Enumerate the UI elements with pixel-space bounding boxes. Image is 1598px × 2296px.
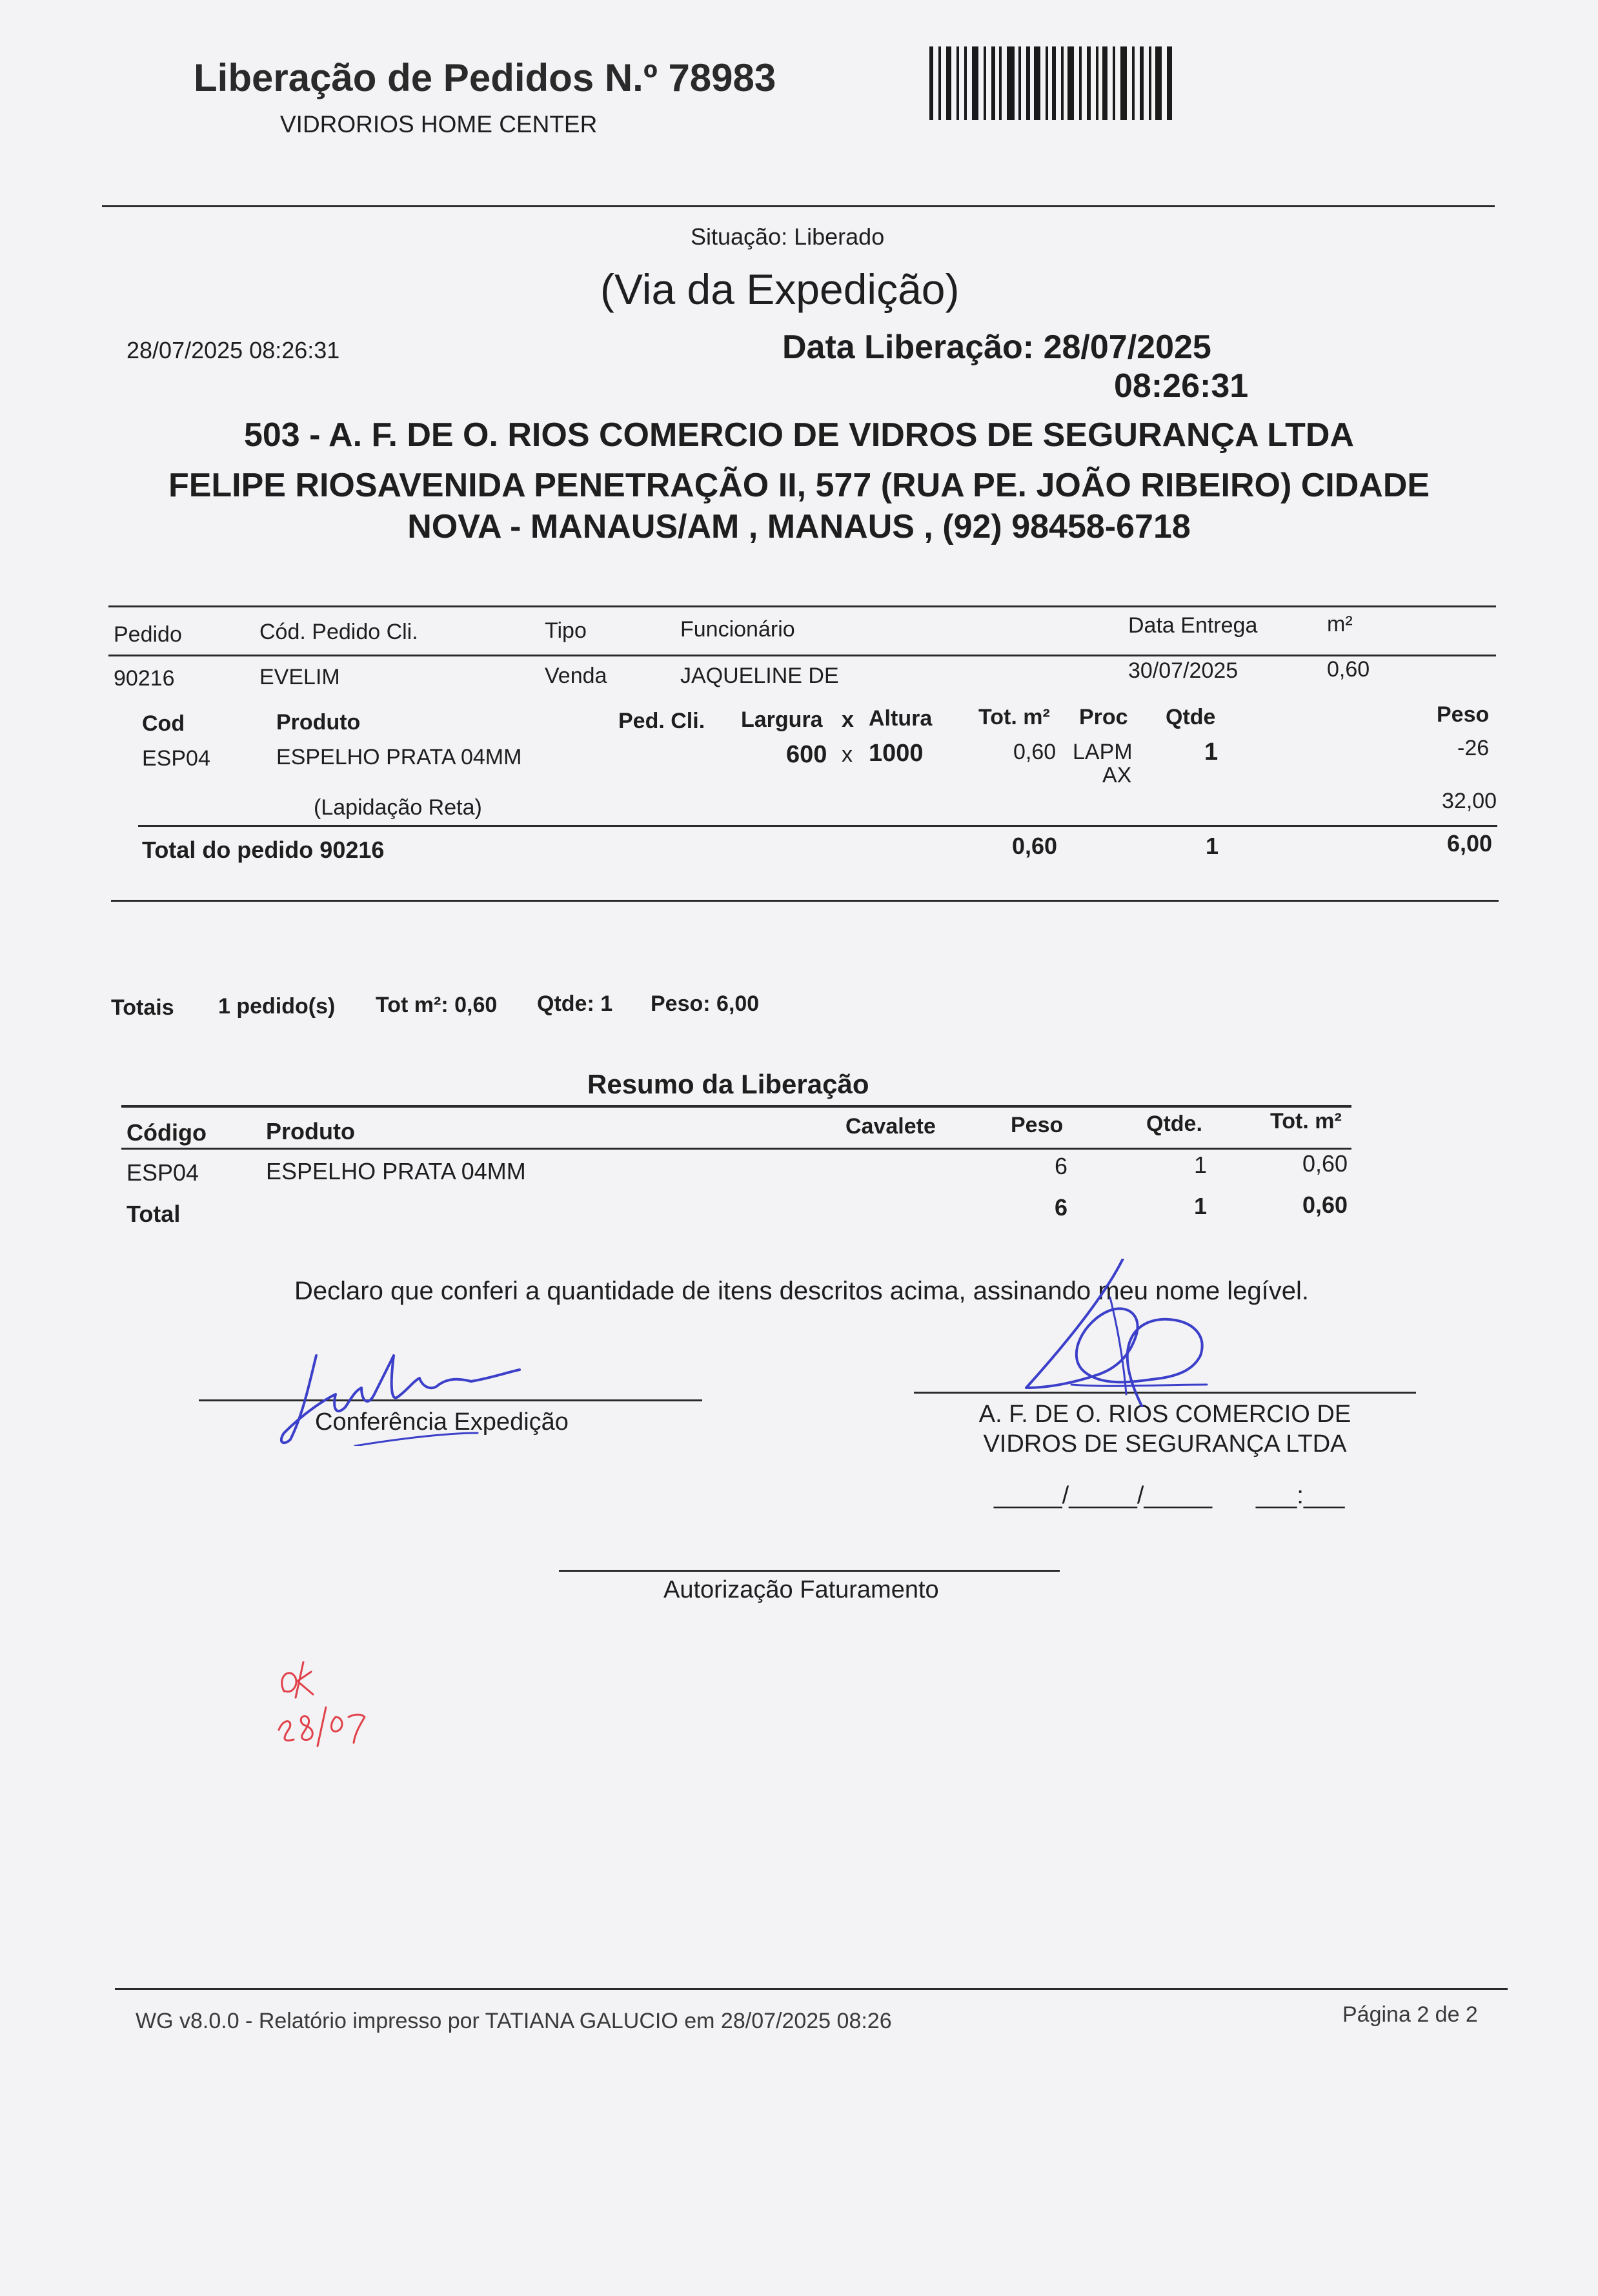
item-produto: ESPELHO PRATA 04MM <box>276 745 522 769</box>
item-qtde: 1 <box>1204 738 1219 766</box>
footer-divider <box>115 1988 1508 1990</box>
order-table-top-line <box>108 605 1496 607</box>
summary-col-qtde: Qtde. <box>1146 1112 1202 1136</box>
summary-peso: 6 <box>1055 1153 1068 1179</box>
summary-qtde: 1 <box>1194 1152 1208 1178</box>
order-total-peso: 6,00 <box>1447 830 1493 857</box>
summary-col-codigo: Código <box>126 1119 207 1146</box>
client-address: FELIPE RIOSAVENIDA PENETRAÇÃO II, 577 (RUA PE. JOÃO RIBEIRO) CIDADE <box>168 467 1430 504</box>
header-divider <box>102 205 1495 207</box>
signature-label-conferencia: Conferência Expedição <box>315 1408 569 1436</box>
item-cod: ESP04 <box>142 746 210 771</box>
handwritten-ok-note <box>265 1652 394 1762</box>
status-text: Situação: Liberado <box>691 223 885 250</box>
employee-name: JAQUELINE DE <box>680 664 839 688</box>
item-col-qtde: Qtde <box>1166 705 1216 729</box>
item-col-ped-cli: Ped. Cli. <box>618 709 705 733</box>
summary-col-tot-m2: Tot. m² <box>1270 1109 1342 1133</box>
order-total-qtde: 1 <box>1206 833 1219 859</box>
summary-col-peso: Peso <box>1011 1113 1064 1137</box>
document-title: Liberação de Pedidos N.º 78983 <box>194 56 776 99</box>
col-tipo-header: Tipo <box>545 618 587 643</box>
items-total-line <box>138 825 1497 827</box>
time-blank: ___:___ <box>1256 1482 1345 1509</box>
order-table-header-line <box>108 655 1496 656</box>
item-col-proc: Proc <box>1079 705 1128 729</box>
footer-report-info: WG v8.0.0 - Relatório impresso por TATIANA GALUCIO em 28/07/2025 08:26 <box>136 2009 892 2033</box>
client-order-code: EVELIM <box>259 665 340 689</box>
signature-company <box>1013 1259 1226 1407</box>
item-x: x <box>842 742 853 767</box>
totals-qtde: Qtde: 1 <box>537 991 613 1016</box>
declaration-text: Declaro que conferi a quantidade de itens descritos acima, assinando meu nome legível. <box>294 1277 1310 1305</box>
summary-produto: ESPELHO PRATA 04MM <box>266 1158 526 1184</box>
summary-tot-m2: 0,60 <box>1302 1150 1348 1177</box>
order-number: 90216 <box>114 666 175 691</box>
order-total-m2: 0,60 <box>1012 833 1058 859</box>
col-funcionario-header: Funcionário <box>680 617 795 642</box>
summary-total-m2: 0,60 <box>1302 1192 1348 1218</box>
client-address-line2: NOVA - MANAUS/AM , MANAUS , (92) 98458-6718 <box>407 508 1191 545</box>
summary-total-peso: 6 <box>1055 1194 1068 1221</box>
totals-peso: Peso: 6,00 <box>651 991 760 1016</box>
item-largura: 600 <box>786 741 827 768</box>
totals-m2: Tot m²: 0,60 <box>376 993 498 1017</box>
signature-line-auth <box>559 1570 1060 1572</box>
item-proc-line2: AX <box>1102 763 1132 787</box>
summary-codigo: ESP04 <box>126 1159 199 1186</box>
release-time: 08:26:31 <box>1114 367 1249 405</box>
copy-type-title: (Via da Expedição) <box>600 265 960 313</box>
delivery-date: 30/07/2025 <box>1128 658 1239 683</box>
col-data-entrega-header: Data Entrega <box>1128 613 1258 638</box>
item-col-peso: Peso <box>1437 702 1490 727</box>
item-process-note: (Lapidação Reta) <box>314 795 482 820</box>
item-col-produto: Produto <box>276 710 361 735</box>
signature-conferencia <box>265 1343 536 1446</box>
summary-total-label: Total <box>126 1201 181 1227</box>
summary-title: Resumo da Liberação <box>587 1069 869 1099</box>
item-peso: -26 <box>1457 736 1490 760</box>
company-name: VIDRORIOS HOME CENTER <box>280 111 598 137</box>
col-m2-header: m² <box>1327 612 1353 636</box>
order-type: Venda <box>545 664 607 688</box>
summary-top-line <box>121 1105 1351 1108</box>
totals-pedidos: 1 pedido(s) <box>218 994 336 1019</box>
item-tot-m2: 0,60 <box>1013 740 1057 764</box>
date-blank: _____/_____/_____ <box>994 1482 1213 1509</box>
summary-total-qtde: 1 <box>1194 1193 1208 1219</box>
footer-page-number: Página 2 de 2 <box>1342 2002 1478 2027</box>
client-name: 503 - A. F. DE O. RIOS COMERCIO DE VIDROS DE SEGURANÇA LTDA <box>243 416 1355 454</box>
item-peso-secondary: 32,00 <box>1442 789 1497 813</box>
item-proc-line1: LAPM <box>1073 740 1133 764</box>
col-cod-cli-header: Cód. Pedido Cli. <box>259 620 418 644</box>
barcode <box>929 46 1175 120</box>
order-total-label: Total do pedido 90216 <box>142 837 385 863</box>
signature-company-line1: A. F. DE O. RIOS COMERCIO DE <box>978 1401 1351 1428</box>
col-pedido-header: Pedido <box>114 622 182 647</box>
signature-company-line2: VIDROS DE SEGURANÇA LTDA <box>983 1430 1347 1458</box>
release-date: Data Liberação: 28/07/2025 <box>782 329 1211 366</box>
item-col-tot-m2: Tot. m² <box>978 705 1050 729</box>
item-col-largura: Largura <box>741 707 823 732</box>
totals-label: Totais <box>111 995 174 1020</box>
print-datetime: 28/07/2025 08:26:31 <box>126 337 340 363</box>
summary-col-cavalete: Cavalete <box>845 1114 936 1139</box>
signature-label-autorizacao: Autorização Faturamento <box>663 1576 939 1603</box>
item-col-cod: Cod <box>142 711 185 736</box>
item-col-x: x <box>842 707 854 732</box>
summary-col-produto: Produto <box>266 1118 355 1144</box>
order-m2: 0,60 <box>1327 657 1370 682</box>
items-bottom-line <box>111 900 1499 902</box>
item-col-altura: Altura <box>869 706 933 731</box>
summary-header-line <box>121 1148 1351 1150</box>
item-altura: 1000 <box>869 740 924 767</box>
